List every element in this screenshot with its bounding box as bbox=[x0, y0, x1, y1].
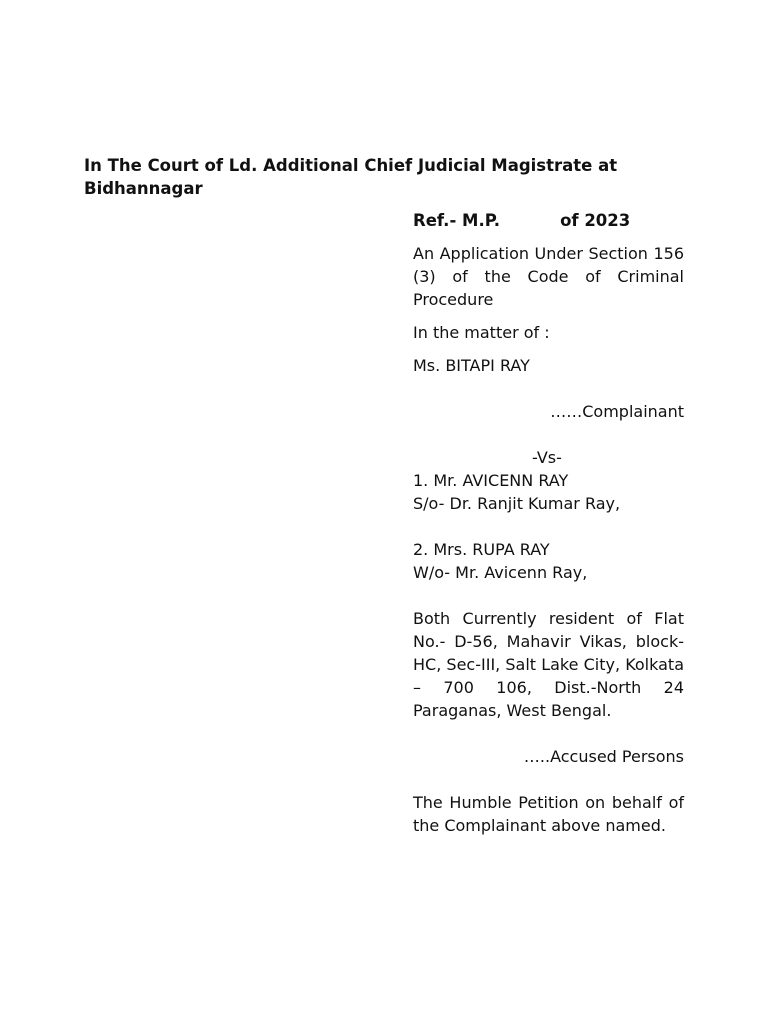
spacer bbox=[413, 423, 684, 446]
accused-1-relation: S/o- Dr. Ranjit Kumar Ray, bbox=[413, 494, 621, 513]
case-reference bbox=[413, 209, 684, 232]
case-details-column bbox=[413, 209, 684, 837]
complainant-name: Ms. BITAPI RAY bbox=[413, 356, 530, 375]
spacer bbox=[413, 515, 684, 538]
versus-label: -Vs- bbox=[532, 448, 562, 467]
court-heading-line-2: Bidhannagar bbox=[84, 179, 203, 198]
complainant-label: ……Complainant bbox=[550, 402, 684, 421]
court-heading-line-1: In The Court of Ld. Additional Chief Judicial Magistrate at bbox=[84, 156, 618, 175]
spacer bbox=[413, 377, 684, 400]
spacer bbox=[413, 584, 684, 607]
residence-address: Both Currently resident of Flat No.- D-56, Mahavir Vikas, block-HC, Sec-III, Salt Lake City, Kolkata – 700 106, Dist.-North 24 Paraganas, West Bengal. bbox=[413, 609, 684, 720]
spacer bbox=[413, 768, 684, 791]
accused-1-name: 1. Mr. AVICENN RAY bbox=[413, 471, 569, 490]
application-description: An Application Under Section 156 (3) of the Code of Criminal Procedure bbox=[413, 244, 684, 309]
accused-2-relation: W/o- Mr. Avicenn Ray, bbox=[413, 563, 588, 582]
case-reference-year: of 2023 bbox=[560, 211, 631, 230]
case-reference-prefix: Ref.- M.P. bbox=[413, 211, 501, 230]
accused-2-name: 2. Mrs. RUPA RAY bbox=[413, 540, 550, 559]
spacer bbox=[413, 722, 684, 745]
court-heading bbox=[84, 154, 684, 200]
accused-persons-label: …..Accused Persons bbox=[523, 747, 684, 766]
matter-of-label: In the matter of : bbox=[413, 323, 550, 342]
petition-statement: The Humble Petition on behalf of the Complainant above named. bbox=[413, 793, 684, 835]
